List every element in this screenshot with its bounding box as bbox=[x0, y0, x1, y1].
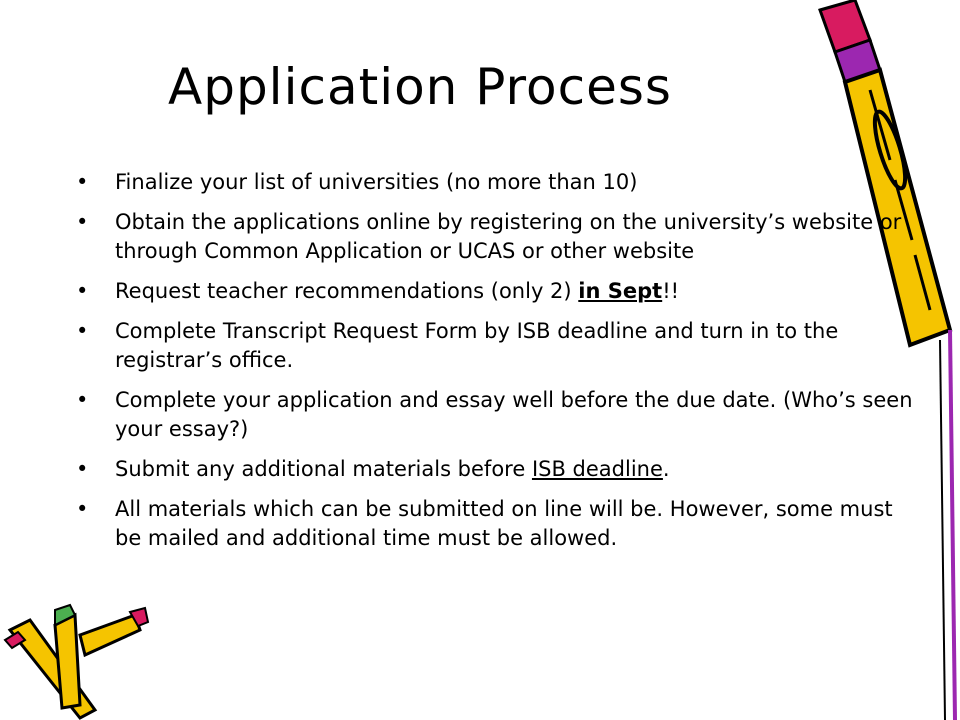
bullet-dot-icon: • bbox=[76, 279, 89, 303]
bullet-dot-icon: • bbox=[76, 170, 89, 194]
pencils-icon bbox=[0, 600, 150, 720]
bullet-text: Obtain the applications online by registering on the university’s website or through Common Application or UCAS or other website bbox=[115, 210, 902, 263]
bullet-item bbox=[70, 168, 920, 197]
emphasis-text: in Sept bbox=[578, 279, 663, 303]
bullet-dot-icon: • bbox=[76, 497, 89, 521]
bullet-text-end: . bbox=[662, 457, 670, 481]
bullet-list bbox=[70, 168, 920, 564]
bullet-item bbox=[70, 495, 920, 553]
bullet-item bbox=[70, 455, 920, 484]
bullet-text: Complete Transcript Request Form by ISB deadline and turn in to the registrar’s office. bbox=[115, 319, 839, 372]
bullet-text: Request teacher recommendations (only 2) bbox=[115, 279, 579, 303]
bullet-text: Finalize your list of universities (no more than 10) bbox=[115, 170, 638, 194]
bullet-item bbox=[70, 317, 920, 375]
bullet-dot-icon: • bbox=[76, 319, 89, 343]
bullet-text: Complete your application and essay well before the due date. (Who’s seen your essay?) bbox=[115, 388, 913, 441]
bullet-item bbox=[70, 277, 920, 306]
bullet-dot-icon: • bbox=[76, 457, 89, 481]
bullet-item bbox=[70, 386, 920, 444]
emphasis-text: ISB deadline bbox=[531, 457, 663, 481]
bullet-text: Submit any additional materials before bbox=[115, 457, 532, 481]
bullet-text-end: !! bbox=[662, 279, 680, 303]
bullet-item bbox=[70, 208, 920, 266]
slide-title: Application Process bbox=[168, 58, 672, 116]
bullet-dot-icon: • bbox=[76, 210, 89, 234]
bullet-dot-icon: • bbox=[76, 388, 89, 412]
bullet-text: All materials which can be submitted on line will be. However, some must be mailed and additional time must be allowed. bbox=[115, 497, 893, 550]
